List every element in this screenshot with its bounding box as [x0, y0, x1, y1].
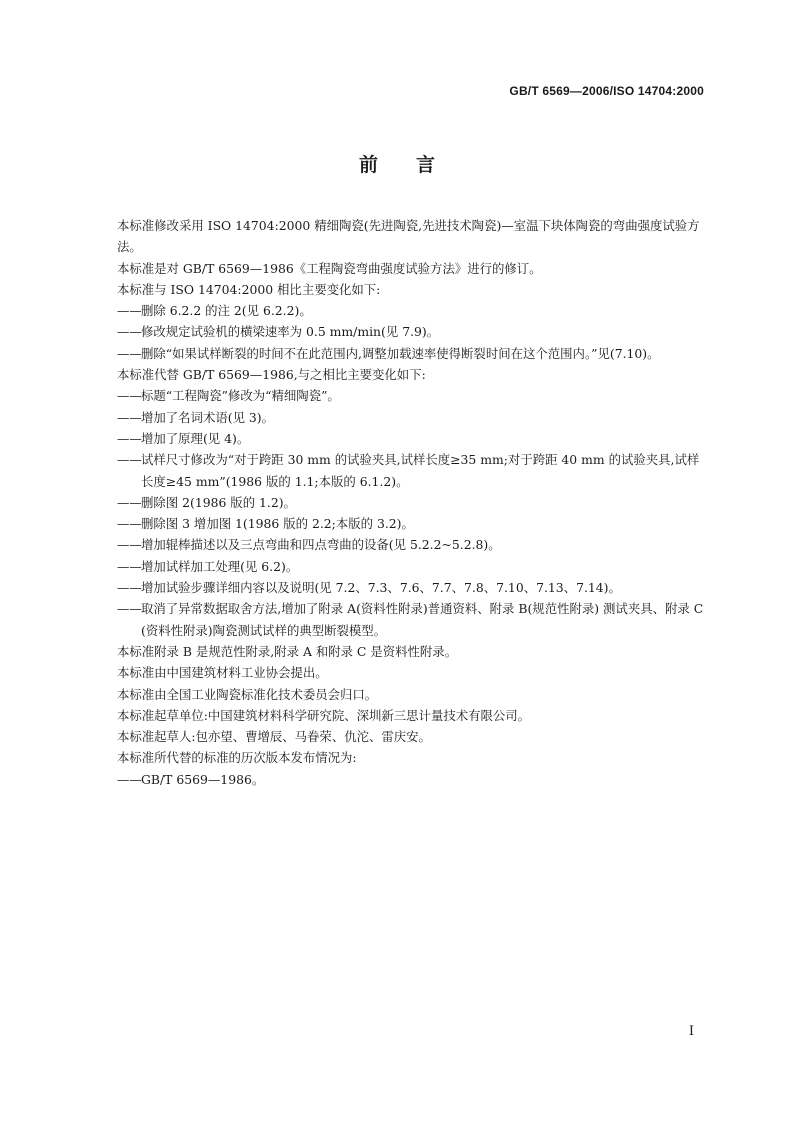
- body-paragraph: 本标准代替 GB/T 6569—1986,与之相比主要变化如下:: [117, 367, 426, 383]
- dash-list-item: [117, 769, 707, 790]
- body-paragraph: 本标准起草单位:中国建筑材料科学研究院、深圳新三思计量技术有限公司。: [117, 707, 531, 723]
- dash-item-text: 增加了原理(见 4)。: [141, 430, 250, 446]
- body-paragraph: 本标准由中国建筑材料工业协会提出。: [117, 665, 328, 681]
- dash-mark: ——: [117, 430, 142, 446]
- dash-list-item: [117, 449, 707, 492]
- dash-list-item: [117, 556, 707, 577]
- dash-item-text: 试样尺寸修改为“对于跨距 30 mm 的试验夹具,试样长度≥35 mm;对于跨距 40 mm 的试验夹具,试样长度≥45 mm”(1986 版的 1.1;本版的 6.1.2)。: [141, 452, 700, 489]
- dash-mark: ——: [117, 494, 142, 510]
- page-title: 前言: [358, 154, 473, 176]
- dash-mark: ——: [117, 558, 142, 574]
- dash-mark: ——: [117, 303, 142, 319]
- dash-list-item: [117, 598, 707, 641]
- dash-list-item: [117, 428, 707, 449]
- dash-item-text: 增加试样加工处理(见 6.2)。: [141, 558, 299, 574]
- dash-item-text: 标题“工程陶瓷”修改为“精细陶瓷”。: [141, 388, 340, 404]
- body-paragraph: 本标准所代替的标准的历次版本发布情况为:: [117, 750, 357, 766]
- foreword-body: [117, 215, 707, 790]
- dash-item-text: 删除“如果试样断裂的时间不在此范围内,调整加载速率使得断裂时间在这个范围内。”见(7.10)。: [141, 345, 660, 361]
- dash-item-text: 取消了异常数据取舍方法,增加了附录 A(资料性附录)普通资料、附录 B(规范性附录) 测试夹具、附录 C (资料性附录)陶瓷测试试样的典型断裂模型。: [141, 601, 704, 638]
- dash-mark: ——: [117, 324, 142, 340]
- body-paragraph: 本标准由全国工业陶瓷标准化技术委员会归口。: [117, 686, 378, 702]
- dash-list-item: [117, 300, 707, 321]
- body-paragraph: 本标准是对 GB/T 6569—1986《工程陶瓷弯曲强度试验方法》进行的修订。: [117, 260, 542, 276]
- dash-mark: ——: [117, 601, 142, 617]
- dash-mark: ——: [117, 388, 142, 404]
- body-paragraph: 本标准修改采用 ISO 14704:2000 精细陶瓷(先进陶瓷,先进技术陶瓷)—室温下块体陶瓷的弯曲强度试验方法。: [117, 218, 700, 255]
- dash-item-text: 删除 6.2.2 的注 2(见 6.2.2)。: [141, 303, 312, 319]
- dash-list-item: [117, 343, 707, 364]
- dash-mark: ——: [117, 516, 142, 532]
- dash-item-text: 删除图 2(1986 版的 1.2)。: [141, 494, 296, 510]
- dash-list-item: [117, 513, 707, 534]
- page-number: I: [688, 1024, 694, 1039]
- body-paragraph: 本标准附录 B 是规范性附录,附录 A 和附录 C 是资料性附录。: [117, 643, 458, 659]
- body-paragraph: 本标准与 ISO 14704:2000 相比主要变化如下:: [117, 281, 381, 297]
- dash-mark: ——: [117, 580, 142, 596]
- dash-list-item: [117, 385, 707, 406]
- dash-list-item: [117, 321, 707, 342]
- dash-item-text: 增加试验步骤详细内容以及说明(见 7.2、7.3、7.6、7.7、7.8、7.10、7.13、7.14)。: [141, 580, 621, 596]
- dash-list-item: [117, 492, 707, 513]
- standard-code: GB/T 6569—2006/ISO 14704:2000: [509, 84, 704, 98]
- dash-item-text: 增加了名词术语(见 3)。: [141, 409, 275, 425]
- dash-list-item: [117, 577, 707, 598]
- dash-item-text: 修改规定试验机的横梁速率为 0.5 mm/min(见 7.9)。: [141, 324, 440, 340]
- dash-list-item: [117, 407, 707, 428]
- dash-list-item: [117, 534, 707, 555]
- dash-mark: ——: [117, 452, 142, 468]
- dash-item-text: 增加辊棒描述以及三点弯曲和四点弯曲的设备(见 5.2.2~5.2.8)。: [141, 537, 501, 553]
- dash-mark: ——: [117, 771, 142, 787]
- dash-mark: ——: [117, 409, 142, 425]
- dash-mark: ——: [117, 345, 142, 361]
- dash-mark: ——: [117, 537, 142, 553]
- dash-item-text: 删除图 3 增加图 1(1986 版的 2.2;本版的 3.2)。: [141, 516, 414, 532]
- dash-item-text: GB/T 6569—1986。: [141, 771, 265, 787]
- body-paragraph: 本标准起草人:包亦望、曹增辰、马眷荣、仇沱、雷庆安。: [117, 729, 431, 745]
